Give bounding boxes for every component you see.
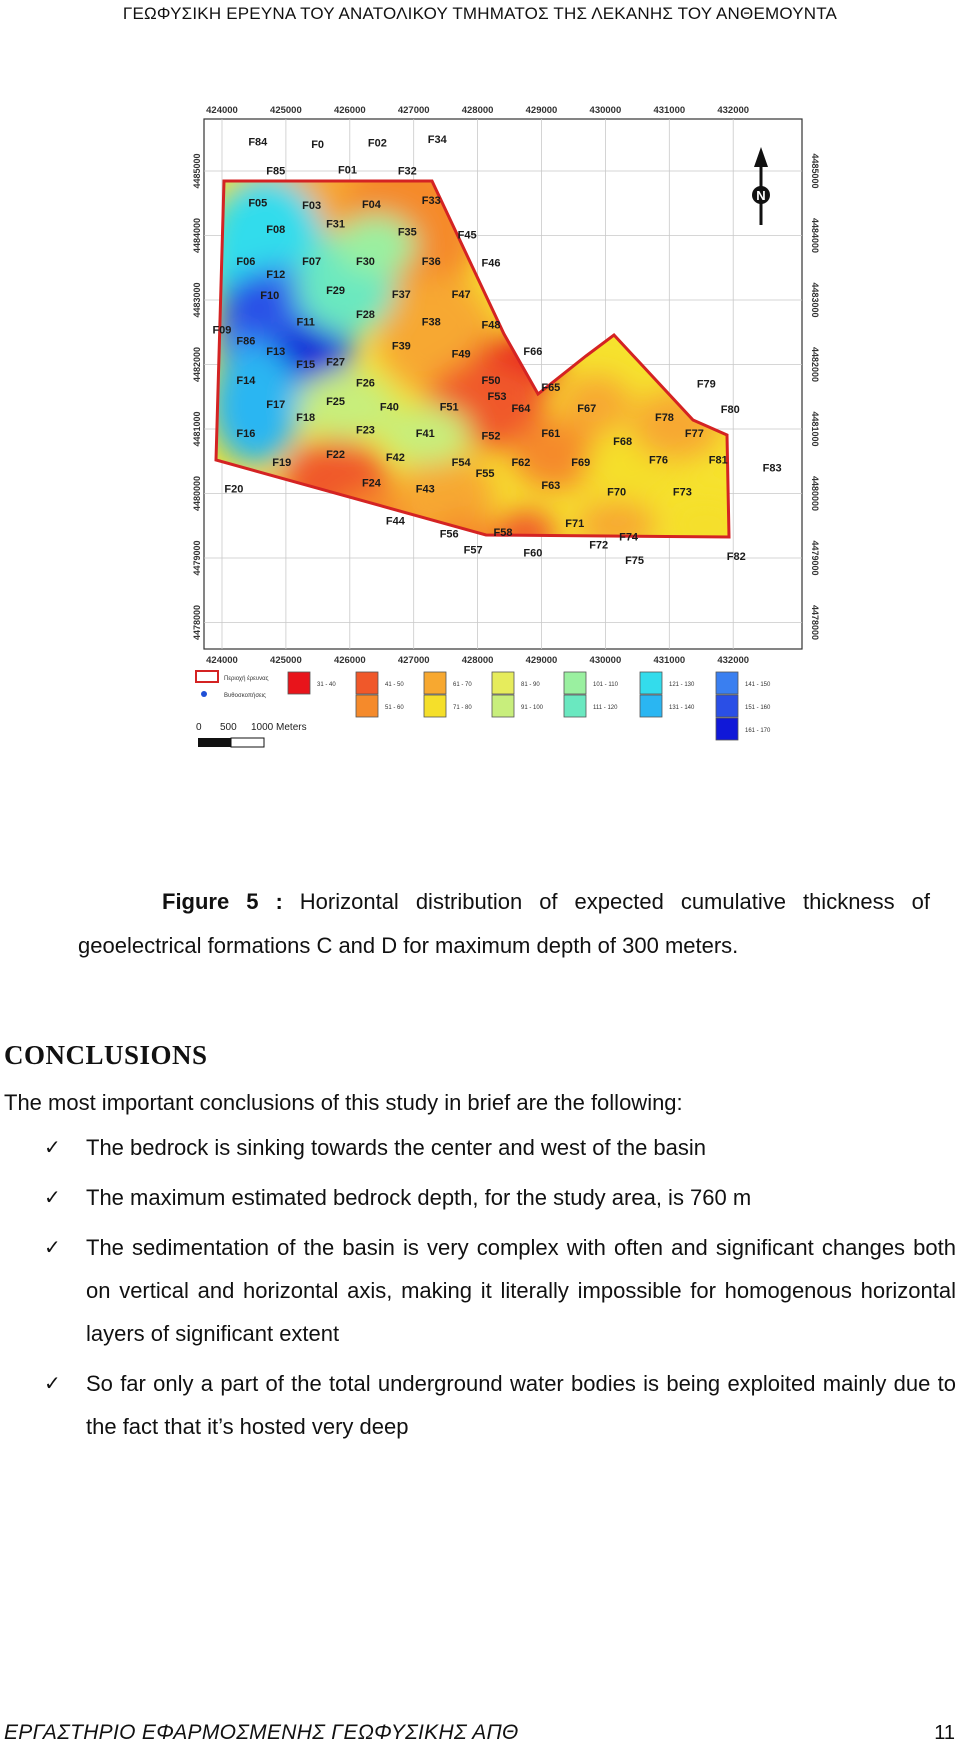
legend-swatch [564,695,586,717]
x-tick-label-bottom: 426000 [333,655,366,666]
station-label: F78 [654,412,674,425]
list-item [44,1362,956,1448]
x-tick-label-bottom: 424000 [206,655,238,666]
scale-bar-segment [231,738,264,747]
station-label: F03 [302,200,322,213]
legend-class-label: 91 - 100 [521,705,544,711]
legend-class-label: 101 - 110 [593,682,618,688]
station-label: F48 [481,319,501,332]
station-label: F11 [296,316,315,329]
legend-class-label: 81 - 90 [521,682,540,688]
scale-bar-label: 500 [220,722,237,733]
station-label: F75 [625,555,645,568]
legend-swatch [716,718,738,740]
station-label: F82 [726,550,746,563]
legend-swatch [716,672,738,694]
station-label: F01 [338,164,358,177]
caption-text: Horizontal distribution of expected cumulative thickness of geoelectrical formations C and D for maximum depth of 300 meters. [78,889,931,958]
thickness-map [192,105,896,850]
station-label: F45 [457,229,477,242]
station-label: F61 [541,428,561,440]
legend-class-label: 71 - 80 [453,705,472,711]
y-tick-label-left: 4478000 [192,604,202,641]
y-tick-label-right: 4478000 [810,604,820,641]
station-label: F27 [326,356,346,369]
station-label: F30 [355,255,375,268]
station-label: F18 [296,412,316,425]
legend-class-label: 121 - 130 [669,682,695,688]
station-label: F16 [236,428,256,440]
station-label: F36 [421,255,441,268]
station-label: F80 [720,404,740,417]
station-label: F79 [696,378,716,391]
legend-swatch [424,695,446,717]
legend-swatch [424,672,446,694]
station-label: F32 [397,165,417,178]
check-icon: ✓ [44,1135,61,1159]
list-item-text: The bedrock is sinking towards the center and west of the basin [86,1135,707,1160]
x-tick-label-top: 431000 [653,105,686,116]
legend-swatch [640,672,662,694]
y-tick-label-left: 4481000 [192,411,202,447]
y-tick-label-left: 4485000 [192,153,202,189]
station-label: F76 [648,454,668,467]
station-label: F28 [355,308,375,321]
legend-class-label: 111 - 120 [593,705,618,711]
station-label: F43 [415,483,435,496]
station-label: F67 [577,403,597,416]
x-tick-label-top: 429000 [525,105,558,116]
station-label: F53 [487,390,507,403]
station-label: F0 [311,139,325,152]
legend-boundary-label: Περιοχή έρευνας [224,676,269,682]
station-label: F04 [361,199,381,212]
station-label: F29 [326,284,346,297]
legend-class-label: 61 - 70 [453,682,472,688]
y-tick-label-right: 4479000 [810,540,820,576]
station-label: F22 [326,449,346,462]
legend-class-label: 151 - 160 [745,705,771,711]
station-label: F38 [421,316,441,329]
legend-swatch [492,672,514,694]
station-label: F77 [684,428,704,440]
station-label: F15 [296,359,316,372]
station-label: F35 [397,226,417,239]
station-label: F47 [451,289,471,302]
station-label: F41 [415,428,435,440]
conclusions-intro: The most important conclusions of this study in brief are the following: [4,1090,683,1115]
station-label: F84 [248,136,268,149]
y-tick-label-left: 4482000 [192,346,202,383]
y-tick-label-left: 4479000 [192,540,202,576]
list-item [44,1226,956,1355]
y-tick-label-right: 4485000 [810,153,820,189]
station-label: F54 [451,457,471,470]
legend-swatch [356,672,378,694]
station-label: F25 [326,396,346,409]
y-tick-label-right: 4481000 [810,411,820,447]
y-tick-label-left: 4480000 [192,475,202,512]
station-label: F05 [248,197,268,210]
caption-label: Figure 5 : [162,889,283,914]
station-label: F60 [523,547,543,560]
x-tick-label-bottom: 427000 [397,655,430,666]
legend-class-label: 41 - 50 [385,682,404,688]
station-label: F57 [463,544,483,557]
station-label: F52 [481,430,501,443]
conclusions-list [44,1126,956,1455]
station-label: F51 [439,401,459,414]
station-label: F72 [589,539,609,552]
legend-class-label: 161 - 170 [745,728,771,734]
map-legend [196,671,771,747]
station-label: F02 [367,137,387,150]
station-label: F71 [565,518,585,531]
list-item-text: The maximum estimated bedrock depth, for the study area, is 760 m [86,1185,752,1210]
station-label: F68 [613,435,633,448]
legend-borehole-dot [201,691,207,697]
station-label: F62 [511,457,531,470]
x-tick-label-bottom: 428000 [461,655,494,666]
station-label: F64 [511,403,531,416]
station-label: F74 [619,531,639,544]
legend-class-label: 131 - 140 [669,705,695,711]
station-label: F40 [379,401,399,414]
station-label: F56 [439,528,459,541]
x-tick-label-bottom: 430000 [589,655,622,666]
station-label: F65 [541,381,561,394]
station-label: F33 [421,194,441,207]
station-label: F49 [451,348,471,361]
running-header: ΓΕΩΦΥΣΙΚΗ ΕΡΕΥΝΑ ΤΟΥ ΑΝΑΤΟΛΙΚΟΥ ΤΜΗΜΑΤΟΣ ΤΗΣ ΛΕΚΑΝΗΣ ΤΟΥ ΑΝΘΕΜΟΥΝΤΑ [122,4,838,23]
thickness-map-figure [192,105,896,850]
station-label: F31 [326,218,346,231]
legend-class-label: 31 - 40 [317,682,336,688]
station-label: F70 [607,486,627,499]
station-label: F39 [391,340,411,353]
x-tick-label-top: 424000 [206,105,238,116]
station-label: F10 [260,290,280,303]
station-label: F09 [212,324,232,337]
footer-lab-name: ΕΡΓΑΣΤΗΡΙΟ ΕΦΑΡΜΟΣΜΕΝΗΣ ΓΕΩΦΥΣΙΚΗΣ ΑΠΘ [4,1721,519,1744]
list-item [44,1176,956,1219]
y-tick-label-right: 4482000 [810,346,820,383]
station-label: F19 [272,457,292,470]
station-label: F86 [236,335,256,348]
legend-class-label: 141 - 150 [745,682,771,688]
station-label: F73 [672,486,692,499]
station-label: F17 [266,398,286,411]
list-item-text: So far only a part of the total underground water bodies is being exploited mainly due to the fact that it’s hosted very deep [86,1371,956,1439]
legend-swatch [492,695,514,717]
figure-caption [78,880,930,968]
station-label: F85 [266,165,286,178]
x-tick-label-bottom: 429000 [525,655,558,666]
scale-bar-label: 0 [196,722,202,733]
check-icon: ✓ [44,1371,61,1395]
station-label: F24 [361,477,381,490]
legend-class-label: 51 - 60 [385,705,404,711]
list-item-text: The sedimentation of the basin is very complex with often and significant changes both on vertical and horizontal axis, making it literally impossible for homogenous horizontal layers of significant extent [86,1235,956,1346]
station-label: F69 [571,457,591,470]
station-label: F81 [708,454,728,467]
y-tick-label-right: 4483000 [810,282,820,318]
legend-borehole-label: Βυθοσκοπήσεις [224,693,266,699]
x-tick-label-top: 426000 [333,105,366,116]
station-label: F58 [493,527,513,540]
scale-bar-segment [198,738,231,747]
station-label: F37 [391,289,411,302]
legend-boundary-swatch [196,671,218,682]
station-label: F83 [762,462,782,475]
legend-swatch [716,695,738,717]
x-tick-label-top: 425000 [270,105,302,116]
x-tick-label-bottom: 432000 [717,655,750,666]
station-label: F13 [266,345,286,358]
y-tick-label-left: 4483000 [192,282,202,318]
x-tick-label-bottom: 425000 [270,655,302,666]
x-tick-label-top: 428000 [461,105,494,116]
station-label: F44 [385,515,405,528]
legend-swatch [640,695,662,717]
x-tick-label-top: 432000 [717,105,750,116]
x-tick-label-top: 427000 [397,105,430,116]
station-label: F23 [355,424,375,437]
list-item [44,1126,956,1169]
station-label: F12 [266,269,286,281]
station-label: F42 [385,451,405,464]
section-title: CONCLUSIONS [4,1040,208,1070]
scale-bar-label: 1000 Meters [251,722,307,733]
north-label: N [756,188,766,203]
station-label: F50 [481,375,501,387]
station-label: F06 [236,255,256,268]
station-label: F20 [224,483,244,496]
legend-swatch [564,672,586,694]
station-label: F26 [355,377,375,390]
y-tick-label-right: 4480000 [810,475,820,512]
station-label: F34 [427,133,447,146]
y-tick-label-left: 4484000 [192,217,202,254]
check-icon: ✓ [44,1235,61,1259]
x-tick-label-top: 430000 [589,105,622,116]
station-label: F07 [302,255,322,268]
legend-swatch [356,695,378,717]
legend-swatch [288,672,310,694]
y-tick-label-right: 4484000 [810,217,820,254]
station-label: F63 [541,479,561,492]
station-label: F66 [523,345,543,358]
station-label: F55 [475,467,495,480]
station-label: F08 [266,223,286,236]
check-icon: ✓ [44,1185,61,1209]
x-tick-label-bottom: 431000 [653,655,686,666]
station-label: F46 [481,257,501,270]
page-number: 11 [934,1722,955,1744]
station-label: F14 [236,375,256,387]
